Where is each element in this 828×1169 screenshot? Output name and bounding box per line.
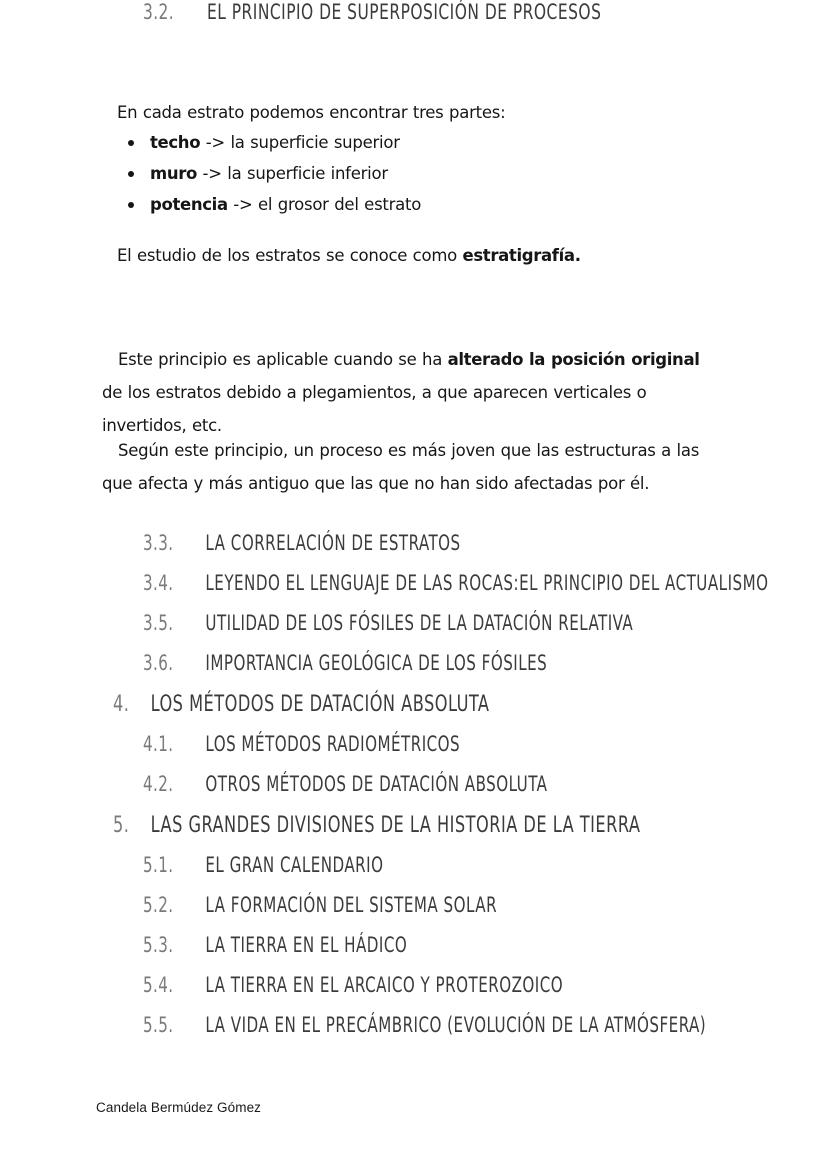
bullet-term: muro [150,164,198,183]
list-item [117,129,737,160]
bullet-dot-icon [128,202,134,208]
toc-entry-number: 3.3. [143,531,174,555]
list-item [117,191,737,222]
toc-entry-title: LOS MÉTODOS DE DATACIÓN ABSOLUTA [150,691,490,717]
toc-entry-5-3[interactable] [143,933,407,957]
toc-entry-number: 5.5. [143,1013,174,1037]
toc-entry-title: UTILIDAD DE LOS FÓSILES DE LA DATACIÓN RELATIVA [205,611,634,635]
bullet-rest: -> el grosor del estrato [227,195,422,214]
toc-entry-5-1[interactable] [143,853,383,877]
toc-entry-title: LA TIERRA EN EL ARCAICO Y PROTEROZOICO [205,973,564,997]
alterado-posicion-term: alterado la posición original [447,350,700,369]
bullet-rest: -> la superficie superior [200,133,400,152]
toc-entry-4-2[interactable] [143,772,547,796]
bullet-dot-icon [128,171,134,177]
list-item [117,160,737,191]
estratigrafia-paragraph [117,243,757,269]
toc-entry-title: LA CORRELACIÓN DE ESTRATOS [205,531,461,555]
toc-entry-4-1[interactable] [143,732,460,756]
segun-paragraph: Según este principio, un proceso es más joven que las estructuras a las que afecta y más antiguo que las que no han sido afectadas por él. [102,441,700,493]
toc-entry-number: 5.2. [143,893,174,917]
footer-author-name: Candela Bermúdez Gómez [96,1100,262,1115]
toc-entry-5-2[interactable] [143,893,497,917]
toc-entry-5[interactable] [113,812,640,838]
toc-entry-4[interactable] [113,691,489,717]
toc-entry-number: 4.1. [143,732,174,756]
bullet-term: techo [150,133,201,152]
paragraph-text-after: de los estratos debido a plegamientos, a que aparecen verticales o invertidos, etc. [102,383,647,435]
toc-entry-number: 5. [113,812,130,838]
toc-entry-number: 3.4. [143,571,174,595]
toc-entry-number: 5.4. [143,973,174,997]
toc-entry-title: EL GRAN CALENDARIO [205,853,384,877]
paragraph-text-before: Este principio es aplicable cuando se ha [118,350,448,369]
estratigrafia-term: estratigrafía. [462,246,581,265]
heading-title: EL PRINCIPIO DE SUPERPOSICIÓN DE PROCESOS [207,0,602,25]
heading-number: 3.2. [143,0,175,25]
parts-bullet-list [117,129,737,222]
bullet-rest: -> la superficie inferior [197,164,388,183]
toc-entry-title: OTROS MÉTODOS DE DATACIÓN ABSOLUTA [205,772,548,796]
toc-entry-title: LAS GRANDES DIVISIONES DE LA HISTORIA DE LA TIERRA [150,812,641,838]
toc-entry-number: 5.1. [143,853,174,877]
heading-3-2 [143,0,601,25]
toc-entry-number: 3.5. [143,611,174,635]
toc-entry-title: IMPORTANCIA GEOLÓGICA DE LOS FÓSILES [205,651,548,675]
toc-entry-3-5[interactable] [143,611,633,635]
toc-entry-number: 3.6. [143,651,174,675]
toc-entry-number: 4.2. [143,772,174,796]
toc-entry-3-4[interactable] [143,571,768,595]
toc-entry-3-3[interactable] [143,531,461,555]
principio-paragraph [102,343,702,442]
toc-entry-number: 4. [113,691,130,717]
paragraph-text: El estudio de los estratos se conoce como [117,246,463,265]
toc-entry-5-5[interactable] [143,1013,706,1037]
bullet-term: potencia [150,195,228,214]
toc-entry-5-4[interactable] [143,973,563,997]
intro-paragraph: En cada estrato podemos encontrar tres partes: [117,103,506,122]
toc-entry-title: LA TIERRA EN EL HÁDICO [205,933,408,957]
toc-entry-title: LA FORMACIÓN DEL SISTEMA SOLAR [205,893,498,917]
bullet-dot-icon [128,140,134,146]
toc-entry-3-6[interactable] [143,651,547,675]
toc-entry-number: 5.3. [143,933,174,957]
toc-entry-title: LA VIDA EN EL PRECÁMBRICO (EVOLUCIÓN DE LA ATMÓSFERA) [205,1013,707,1037]
toc-entry-title: LEYENDO EL LENGUAJE DE LAS ROCAS:EL PRINCIPIO DEL ACTUALISMO [205,571,769,595]
toc-entry-title: LOS MÉTODOS RADIOMÉTRICOS [205,732,461,756]
